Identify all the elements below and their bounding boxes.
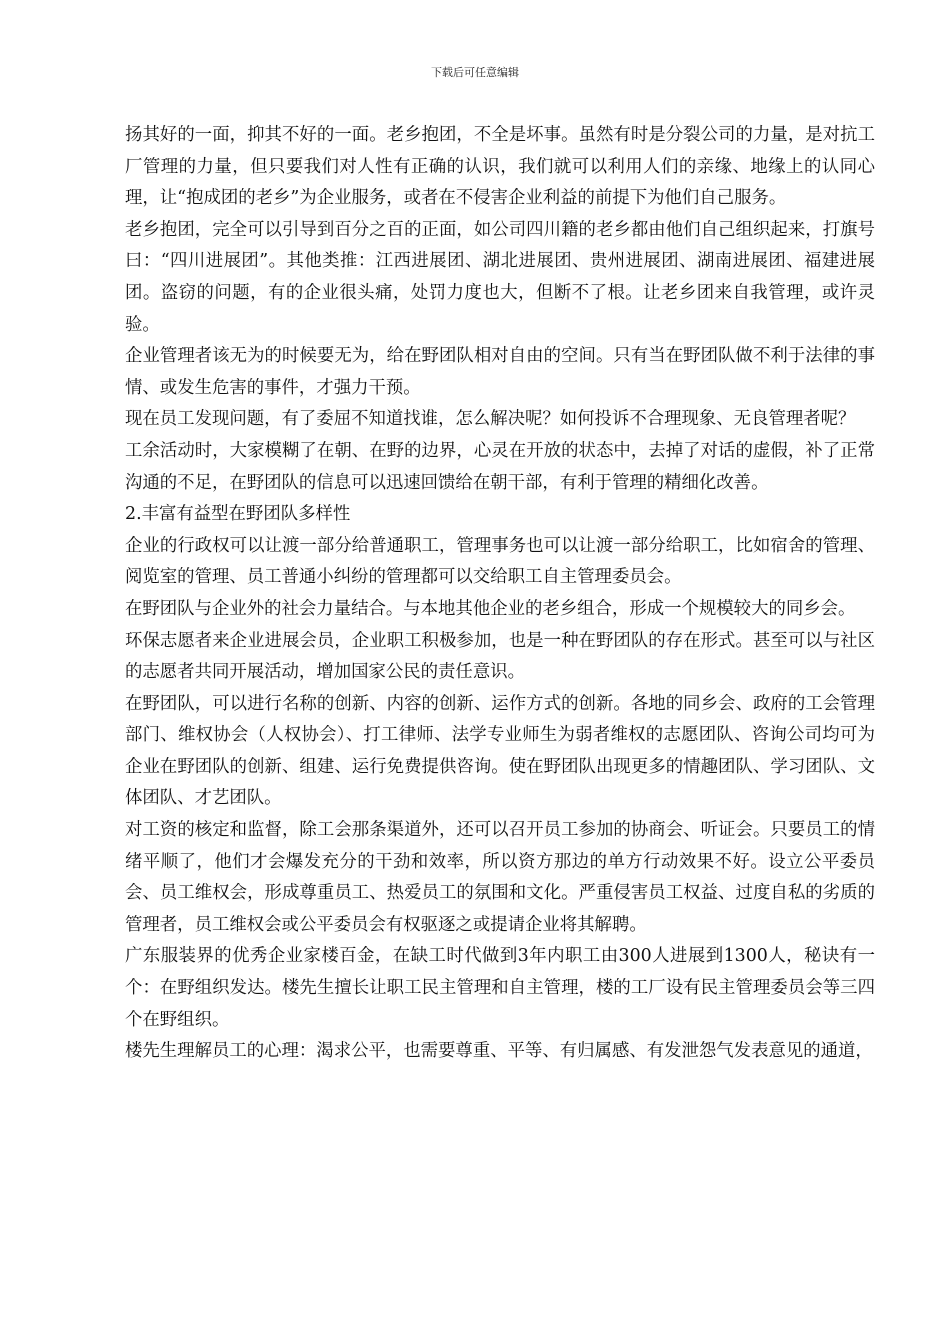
paragraph: 工余活动时，大家模糊了在朝、在野的边界，心灵在开放的状态中，去掉了对话的虚假，补了正常沟通的不足，在野团队的信息可以迅速回馈给在朝干部，有利于管理的精细化改善。 [125,440,875,493]
paragraph: 环保志愿者来企业进展会员，企业职工积极参加，也是一种在野团队的存在形式。甚至可以与社区的志愿者共同开展活动，增加国家公民的责任意识。 [125,630,875,683]
paragraph: 在野团队与企业外的社会力量结合。与本地其他企业的老乡组合，形成一个规模较大的同乡会。 [125,598,856,619]
page-header: 下载后可任意编辑 [431,66,519,79]
paragraph: 老乡抱团，完全可以引导到百分之百的正面，如公司四川籍的老乡都由他们自己组织起来，打旗号曰：“四川进展团”。其他类推：江西进展团、湖北进展团、贵州进展团、湖南进展团、福建进展团。盗窃的问题，有的企业很头痛，处罚力度也大，但断不了根。让老乡团来自我管理，或许灵验。 [125,219,875,335]
paragraph: 现在员工发现问题，有了委屈不知道找谁，怎么解决呢？如何投诉不合理现象、无良管理者呢？ [125,409,856,430]
paragraph: 楼先生理解员工的心理：渴求公平，也需要尊重、平等、有归属感、有发泄怨气发表意见的通道， [125,1041,873,1062]
paragraph: 对工资的核定和监督，除工会那条渠道外，还可以召开员工参加的协商会、听证会。只要员工的情绪平顺了，他们才会爆发充分的干劲和效率，所以资方那边的单方行动效果不好。设立公平委员会、员工维权会，形成尊重员工、热爱员工的氛围和文化。严重侵害员工权益、过度自私的劣质的管理者，员工维权会或公平委员会有权驱逐之或提请企业将其解聘。 [125,820,875,935]
section-heading: 2.丰富有益型在野团队多样性 [125,504,351,525]
paragraph: 企业的行政权可以让渡一部分给普通职工，管理事务也可以让渡一部分给职工，比如宿舍的管理、阅览室的管理、员工普通小纠纷的管理都可以交给职工自主管理委员会。 [125,535,875,588]
document-body [125,120,875,1068]
paragraph: 企业管理者该无为的时候要无为，给在野团队相对自由的空间。只有当在野团队做不利于法律的事情、或发生危害的事件，才强力干预。 [125,346,875,398]
paragraph: 扬其好的一面，抑其不好的一面。老乡抱团，不全是坏事。虽然有时是分裂公司的力量，是对抗工厂管理的力量，但只要我们对人性有正确的认识，我们就可以利用人们的亲缘、地缘上的认同心理，让“抱成团的老乡”为企业服务，或者在不侵害企业利益的前提下为他们自己服务。 [125,125,875,209]
paragraph: 广东服装界的优秀企业家楼百金，在缺工时代做到3年内职工由300人进展到1300人，秘诀有一个：在野组织发达。楼先生擅长让职工民主管理和自主管理，楼的工厂设有民主管理委员会等三四个在野组织。 [125,946,875,1030]
paragraph: 在野团队，可以进行名称的创新、内容的创新、运作方式的创新。各地的同乡会、政府的工会管理部门、维权协会（人权协会）、打工律师、法学专业师生为弱者维权的志愿团队、咨询公司均可为企业在野团队的创新、组建、运行免费提供咨询。使在野团队出现更多的情趣团队、学习团队、文体团队、才艺团队。 [125,693,875,809]
